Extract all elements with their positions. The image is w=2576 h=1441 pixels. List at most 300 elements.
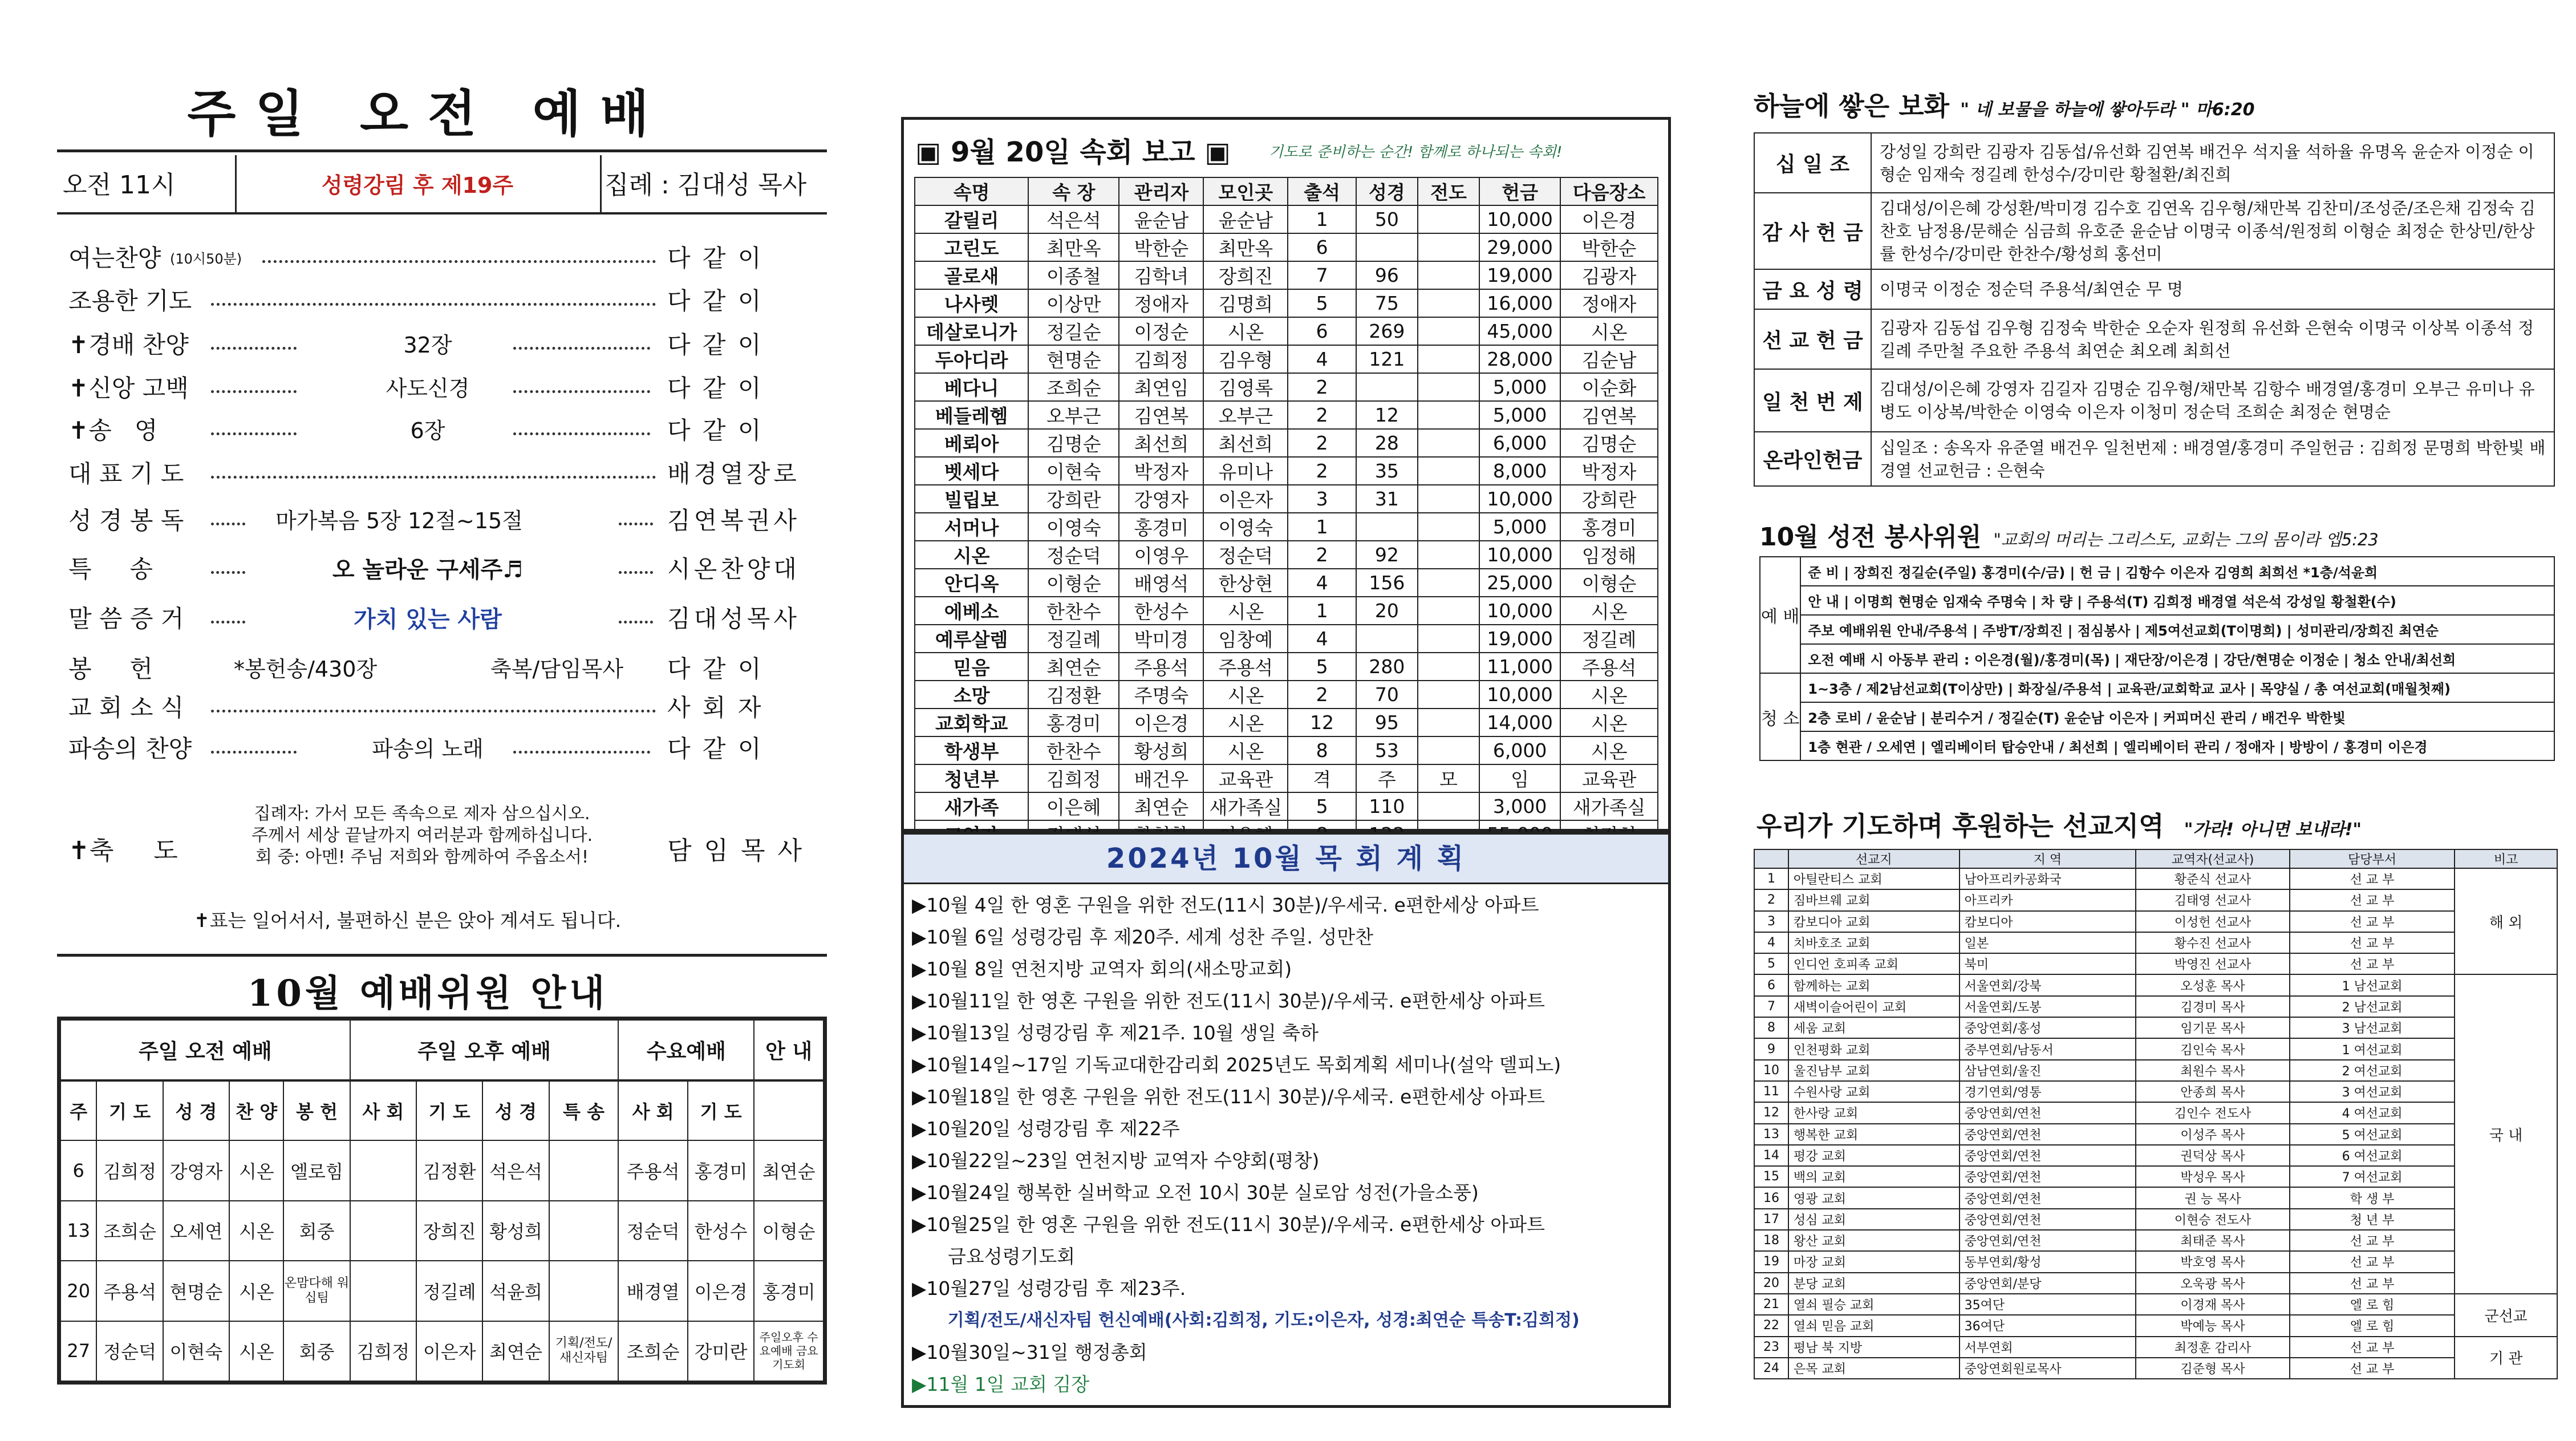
cell-value: 이은혜 xyxy=(1028,792,1119,820)
time-label: 오전 11시 xyxy=(63,171,176,200)
standing-note: ✝표는 일어서서, 불편하신 분은 앉아 계셔도 됩니다. xyxy=(194,909,622,932)
cell-value: 2 xyxy=(1288,401,1356,429)
mission-cell: 중앙연회/연천 xyxy=(1960,1124,2136,1145)
square-icon: ▣ xyxy=(915,136,951,168)
offering-names: 김대성/이은혜 강영자 김길자 김명순 김우형/채만복 김항수 배경열/홍경미 오부근 유미나 유병도 이상복/박한순 이영숙 이은자 이청미 정순덕 조희순 최정순 현명순 xyxy=(1871,369,2554,432)
mission-cell: 일본 xyxy=(1960,932,2136,953)
cell-value: 김희정 xyxy=(1119,345,1203,373)
order-leader: 다 같 이 xyxy=(667,655,764,683)
cell-value: 19,000 xyxy=(1479,261,1560,289)
cell-value: 5,000 xyxy=(1479,373,1560,401)
plan-item: ▶10월11일 한 영혼 구원을 위한 전도(11시 30분)/우세국. e편한세상 아파트 xyxy=(912,990,1545,1012)
committee-cell: 이현숙 xyxy=(163,1321,229,1382)
committee-cell: 이은경 xyxy=(688,1261,754,1321)
mission-cell: 삼남연회/울진 xyxy=(1960,1060,2136,1081)
plan-item: ▶10월13일 성령강림 후 제21주. 10월 생일 축하 xyxy=(912,1022,1319,1044)
cell-value: 석은석 xyxy=(1028,205,1119,233)
order-content: 가치 있는 사람 xyxy=(354,606,502,633)
offering-row xyxy=(1754,193,2554,269)
committee-header: 사 회 xyxy=(618,1080,688,1141)
service-row xyxy=(1760,615,2554,644)
committee-header xyxy=(754,1080,823,1141)
committee-cell: 시온 xyxy=(229,1261,283,1321)
cell-value: 에베소 xyxy=(915,597,1028,625)
mission-cell: 선 교 부 xyxy=(2290,868,2455,889)
cell-value: 시온 xyxy=(1203,736,1288,764)
divider xyxy=(600,155,602,212)
cell-value: 김영록 xyxy=(1203,373,1288,401)
mission-row xyxy=(1754,1124,2557,1145)
cell-value xyxy=(1418,625,1479,653)
mission-cell: 영광 교회 xyxy=(1788,1187,1960,1208)
mission-cell: 인디언 호피족 교회 xyxy=(1788,953,1960,974)
cell-value: 이종철 xyxy=(1028,261,1119,289)
guide-cell: 홍경미 xyxy=(754,1261,823,1321)
cell-value: 53 xyxy=(1356,736,1418,764)
mission-cell: 23 xyxy=(1754,1337,1788,1358)
cell-header: 속 장 xyxy=(1028,177,1119,205)
plan-item: ▶10월18일 한 영혼 구원을 위한 전도(11시 30분)/우세국. e편한세상 아파트 xyxy=(912,1086,1545,1108)
cell-value: 2 xyxy=(1288,457,1356,485)
cell-row xyxy=(915,513,1658,541)
cell-value xyxy=(1418,289,1479,317)
worship-panel xyxy=(0,0,855,1441)
mission-row xyxy=(1754,1251,2557,1272)
cell-value xyxy=(1356,513,1418,541)
mission-cell: 권 능 목사 xyxy=(2136,1187,2290,1208)
mission-header: 선교지 xyxy=(1788,849,1960,868)
plan-item: ▶10월 8일 연천지방 교역자 회의(새소망교회) xyxy=(912,958,1292,980)
cell-row xyxy=(915,541,1658,569)
cell-value: 14,000 xyxy=(1479,709,1560,736)
order-row xyxy=(0,412,855,446)
guide-cell: 최연순 xyxy=(754,1140,823,1201)
cell-value: 윤순남 xyxy=(1119,205,1203,233)
mission-row xyxy=(1754,1038,2557,1059)
dot-leader xyxy=(513,390,650,393)
order-row xyxy=(0,326,855,361)
committee-group-row xyxy=(60,1020,823,1080)
committee-row xyxy=(60,1201,823,1261)
cell-value: 시온 xyxy=(915,541,1028,569)
committee-cell: 주용석 xyxy=(96,1261,163,1321)
mission-row xyxy=(1754,953,2557,974)
mission-cell: 6 여선교회 xyxy=(2290,1145,2455,1166)
cell-value: 시온 xyxy=(1560,709,1658,736)
mission-cell: 22 xyxy=(1754,1315,1788,1336)
committee-row xyxy=(60,1261,823,1321)
mission-cell: 학 생 부 xyxy=(2290,1187,2455,1208)
cell-value: 강영자 xyxy=(1119,485,1203,513)
mission-cell: 백의 교회 xyxy=(1788,1166,1960,1187)
committee-header: 특 송 xyxy=(549,1080,619,1141)
mission-cell: 선 교 부 xyxy=(2290,911,2455,932)
cell-value: 주용석 xyxy=(1203,653,1288,681)
service-duty: 주보 예배위원 안내/주용석 | 주방T/장희진 | 점심봉사 | 제5여선교회(T이명희) | 성미관리/장희진 최연순 xyxy=(1800,615,2554,644)
cell-value: 280 xyxy=(1356,653,1418,681)
cell-value: 벳세다 xyxy=(915,457,1028,485)
cell-value: 정순덕 xyxy=(1203,541,1288,569)
cell-value xyxy=(1418,653,1479,681)
mission-cell: 박영진 선교사 xyxy=(2136,953,2290,974)
committee-cell: 한성수 xyxy=(688,1201,754,1261)
mission-cell: 선 교 부 xyxy=(2290,932,2455,953)
cell-value: 7 xyxy=(1288,261,1356,289)
mission-header-row xyxy=(1754,849,2557,868)
cell-value: 8,000 xyxy=(1479,457,1560,485)
order-row xyxy=(0,502,855,536)
cell-value: 2 xyxy=(1288,429,1356,457)
cell-value: 28 xyxy=(1356,429,1418,457)
plan-item: ▶10월 6일 성령강림 후 제20주. 세계 성찬 주일. 성만찬 xyxy=(912,926,1374,948)
cell-value: 6 xyxy=(1288,317,1356,345)
cell-value: 정길순 xyxy=(1028,317,1119,345)
cell-value: 31 xyxy=(1356,485,1418,513)
cell-value xyxy=(1418,736,1479,764)
mission-cell: 김인숙 목사 xyxy=(2136,1038,2290,1059)
cell-value xyxy=(1356,233,1418,261)
committee-row xyxy=(60,1321,823,1382)
cell-value xyxy=(1418,457,1479,485)
committee-header: 주 xyxy=(60,1080,96,1141)
cell-value: 강희란 xyxy=(1028,485,1119,513)
service-title: 10월 성전 봉사위원 xyxy=(1759,523,1982,552)
committee-cell: 정순덕 xyxy=(96,1321,163,1382)
offering-names: 이명국 이정순 정순덕 주용석/최연순 무 명 xyxy=(1871,269,2554,309)
cell-value: 이상만 xyxy=(1028,289,1119,317)
cell-header: 다음장소 xyxy=(1560,177,1658,205)
mission-cell: 1 xyxy=(1754,868,1788,889)
cell-value: 10,000 xyxy=(1479,597,1560,625)
order-row xyxy=(0,730,855,764)
committee-cell: 김희정 xyxy=(350,1321,416,1382)
mission-cell: 중부연회/남동서 xyxy=(1960,1038,2136,1059)
order-row xyxy=(0,600,855,634)
cell-value: 시온 xyxy=(1560,317,1658,345)
committee-cell: 이은자 xyxy=(416,1321,482,1382)
cell-value: 박정자 xyxy=(1560,457,1658,485)
cell-value: 시온 xyxy=(1203,317,1288,345)
cell-value: 믿음 xyxy=(915,653,1028,681)
cell-value: 이형순 xyxy=(1028,569,1119,597)
mission-cell: 선 교 부 xyxy=(2290,1251,2455,1272)
mission-cell: 캄보디아 교회 xyxy=(1788,911,1960,932)
mission-cell: 서울연회/도봉 xyxy=(1960,996,2136,1017)
committee-cell: 주용석 xyxy=(618,1140,688,1201)
cell-row xyxy=(915,736,1658,764)
service-row xyxy=(1760,702,2554,731)
mission-cell: 중앙연회/분당 xyxy=(1960,1273,2136,1294)
committee-cell: 시온 xyxy=(229,1321,283,1382)
committee-cell: 배경열 xyxy=(618,1261,688,1321)
plan-item: ▶10월24일 행복한 실버학교 오전 10시 30분 실로암 성전(가을소풍) xyxy=(912,1181,1479,1204)
offering-label: 선 교 헌 금 xyxy=(1754,309,1871,369)
committee-cell: 정순덕 xyxy=(618,1201,688,1261)
cell-value: 5 xyxy=(1288,289,1356,317)
cell-value: 고린도 xyxy=(915,233,1028,261)
cell-value: 임정해 xyxy=(1560,541,1658,569)
cell-row xyxy=(915,764,1658,792)
cell-value: 19,000 xyxy=(1479,625,1560,653)
order-leader: 다 같 이 xyxy=(667,287,764,315)
order-leader: 김연복권사 xyxy=(667,507,800,535)
cell-value: 정길례 xyxy=(1560,625,1658,653)
cell-value: 홍경미 xyxy=(1028,709,1119,736)
mission-cell: 1 여선교회 xyxy=(2290,1038,2455,1059)
mission-cell: 한사랑 교회 xyxy=(1788,1102,1960,1123)
order-label: ✝송 영 xyxy=(68,416,158,444)
cell-value: 김희정 xyxy=(1028,764,1119,792)
dot-leader xyxy=(211,523,245,525)
dot-leader xyxy=(513,751,650,754)
order-leader: 시온찬양대 xyxy=(667,555,800,583)
cell-row xyxy=(915,457,1658,485)
cell-value: 최만옥 xyxy=(1203,233,1288,261)
cell-value: 45,000 xyxy=(1479,317,1560,345)
cell-value: 김연복 xyxy=(1560,401,1658,429)
dot-leader xyxy=(619,621,653,624)
committee-header: 봉 헌 xyxy=(283,1080,350,1141)
order-label: 대 표 기 도 xyxy=(68,460,184,488)
order-label: 봉 헌 xyxy=(68,655,153,683)
committee-cell xyxy=(350,1140,416,1201)
benediction-text xyxy=(205,803,639,868)
mission-row xyxy=(1754,974,2557,995)
committee-cell: 회중 xyxy=(283,1201,350,1261)
mission-row xyxy=(1754,1166,2557,1187)
offering-label: 일 천 번 제 xyxy=(1754,369,1871,432)
cell-row xyxy=(915,205,1658,233)
cell-value xyxy=(1356,625,1418,653)
cell-value: 교육관 xyxy=(1560,764,1658,792)
committee-group: 주일 오후 예배 xyxy=(350,1020,619,1080)
mission-header: 지 역 xyxy=(1960,849,2136,868)
order-label: 여는찬양 xyxy=(68,244,161,272)
plan-item: ▶10월25일 한 영혼 구원을 위한 전도(11시 30분)/우세국. e편한세상 아파트 xyxy=(912,1213,1545,1236)
offering-row xyxy=(1754,432,2554,486)
order-label: 성 경 봉 독 xyxy=(68,507,184,535)
mission-cell: 중앙연회/연천 xyxy=(1960,1166,2136,1187)
cell-value: 박미경 xyxy=(1119,625,1203,653)
committee-cell: 기획/전도/새신자팀 xyxy=(549,1321,619,1382)
order-label: 파송의 찬양 xyxy=(68,735,192,763)
mission-cell: 오성훈 목사 xyxy=(2136,974,2290,995)
cell-value: 윤순남 xyxy=(1203,205,1288,233)
plan-item: ▶10월 4일 한 영혼 구원을 위한 전도(11시 30분)/우세국. e편한세상 아파트 xyxy=(912,894,1539,916)
mission-row xyxy=(1754,1060,2557,1081)
mission-cell: 36여단 xyxy=(1960,1315,2136,1336)
mission-row xyxy=(1754,996,2557,1017)
cell-value: 현명순 xyxy=(1028,345,1119,373)
mission-row xyxy=(1754,889,2557,910)
cell-value: 임 xyxy=(1479,764,1560,792)
mission-cell: 중앙연회/홍성 xyxy=(1960,1017,2136,1038)
cell-value: 4 xyxy=(1288,569,1356,597)
committee-cell: 13 xyxy=(60,1201,96,1261)
service-duty: 오전 예배 시 아동부 관리 : 이은경(월)/홍경미(목) | 재단장/이은경 | 강단/현명순 이정순 | 청소 안내/최선희 xyxy=(1800,644,2554,673)
cell-value: 92 xyxy=(1356,541,1418,569)
cell-header: 모인곳 xyxy=(1203,177,1288,205)
committee-cell: 석윤희 xyxy=(482,1261,549,1321)
cell-value xyxy=(1418,541,1479,569)
committee-group: 안 내 xyxy=(754,1020,823,1080)
committee-cell: 시온 xyxy=(229,1201,283,1261)
order-row xyxy=(0,370,855,404)
committee-header: 성 경 xyxy=(163,1080,229,1141)
cell-value: 정애자 xyxy=(1560,289,1658,317)
order-row xyxy=(0,240,855,274)
committee-cell: 6 xyxy=(60,1140,96,1201)
order-leader: 다 같 이 xyxy=(667,331,764,359)
service-duty: 2층 로비 / 윤순남 | 분리수거 / 정길순(T) 윤순남 이은자 | 커피머신 관리 / 배건우 박한빛 xyxy=(1800,702,2554,731)
cell-value: 28,000 xyxy=(1479,345,1560,373)
cell-value: 격 xyxy=(1288,764,1356,792)
cell-value: 김순남 xyxy=(1560,345,1658,373)
cell-value: 이은경 xyxy=(1119,709,1203,736)
order-label: ✝신앙 고백 xyxy=(68,374,189,402)
mission-cell: 19 xyxy=(1754,1251,1788,1272)
mission-row xyxy=(1754,1017,2557,1038)
cell-value: 6,000 xyxy=(1479,736,1560,764)
service-row xyxy=(1760,673,2554,702)
cell-value: 5 xyxy=(1288,792,1356,820)
order-content: 오 놀라운 구세주♬ xyxy=(332,557,524,583)
mission-row xyxy=(1754,1337,2557,1358)
mission-cell: 울진남부 교회 xyxy=(1788,1060,1960,1081)
cell-value: 홍경미 xyxy=(1560,513,1658,541)
committee-header: 찬 양 xyxy=(229,1080,283,1141)
cell-value: 시온 xyxy=(1203,681,1288,709)
mission-row xyxy=(1754,1081,2557,1102)
cell-value: 안디옥 xyxy=(915,569,1028,597)
cell-row xyxy=(915,625,1658,653)
cell-value: 한찬수 xyxy=(1028,597,1119,625)
committee-cell xyxy=(549,1140,619,1201)
cell-value: 269 xyxy=(1356,317,1418,345)
cell-value: 빌립보 xyxy=(915,485,1028,513)
offering-row xyxy=(1754,369,2554,432)
cell-value: 교육관 xyxy=(1203,764,1288,792)
mission-cell: 15 xyxy=(1754,1166,1788,1187)
cell-value: 최선희 xyxy=(1203,429,1288,457)
cell-value: 데살로니가 xyxy=(915,317,1028,345)
benediction-line: 회 중: 아멘! 주님 저희와 함께하여 주옵소서! xyxy=(255,847,589,867)
mission-cell: 3 여선교회 xyxy=(2290,1081,2455,1102)
mission-cell: 14 xyxy=(1754,1145,1788,1166)
mission-cell: 황수진 선교사 xyxy=(2136,932,2290,953)
mission-cell: 6 xyxy=(1754,974,1788,995)
order-label: 말 씀 증 거 xyxy=(68,605,184,633)
mission-heading xyxy=(1756,805,2362,843)
header-rule xyxy=(57,212,827,214)
mission-cell: 16 xyxy=(1754,1187,1788,1208)
plan-item: ▶10월14일~17일 기독교대한감리회 2025년도 목회계획 세미나(설악 델피노) xyxy=(912,1054,1561,1076)
service-row xyxy=(1760,644,2554,673)
mission-cell: 김경미 목사 xyxy=(2136,996,2290,1017)
cell-value: 한찬수 xyxy=(1028,736,1119,764)
cell-value: 1 xyxy=(1288,597,1356,625)
cell-row xyxy=(915,317,1658,345)
order-row xyxy=(0,455,855,489)
mission-cell: 17 xyxy=(1754,1209,1788,1230)
guide-cell: 주일오후 수요예배 금요기도회 xyxy=(754,1321,823,1382)
cell-value xyxy=(1418,317,1479,345)
committee-row xyxy=(60,1140,823,1201)
mission-cell: 서울연회/강북 xyxy=(1960,974,2136,995)
cell-value: 최만옥 xyxy=(1028,233,1119,261)
dot-leader xyxy=(619,523,653,525)
cell-value: 주용석 xyxy=(1560,653,1658,681)
mission-cell: 성심 교회 xyxy=(1788,1209,1960,1230)
mission-cell: 북미 xyxy=(1960,953,2136,974)
dot-leader xyxy=(211,710,656,713)
committee-header: 기 도 xyxy=(688,1080,754,1141)
committee-group: 수요예배 xyxy=(618,1020,754,1080)
cell-value: 11,000 xyxy=(1479,653,1560,681)
mission-cell: 엘 로 힘 xyxy=(2290,1294,2455,1315)
cell-value: 3,000 xyxy=(1479,792,1560,820)
order-content: *봉헌송/430장 xyxy=(234,657,378,682)
mission-cell: 열쇠 필승 교회 xyxy=(1788,1294,1960,1315)
committee-cell: 오세연 xyxy=(163,1201,229,1261)
cell-value: 장희진 xyxy=(1203,261,1288,289)
cell-header: 성경 xyxy=(1356,177,1418,205)
mission-cell: 20 xyxy=(1754,1273,1788,1294)
cell-value xyxy=(1418,205,1479,233)
mission-cell: 캄보디아 xyxy=(1960,911,2136,932)
service-duty: 준 비 | 장희진 정길순(주일) 홍경미(수/금) | 헌 금 | 김항수 이은자 김영희 최희선 *1층/석윤희 xyxy=(1800,557,2554,586)
cell-value xyxy=(1418,709,1479,736)
cell-value: 소망 xyxy=(915,681,1028,709)
plan-item: ▶10월22일~23일 연천지방 교역자 수양회(평창) xyxy=(912,1149,1320,1172)
cell-value: 김명순 xyxy=(1028,429,1119,457)
committee-cell xyxy=(549,1261,619,1321)
mission-cell: 안종희 목사 xyxy=(2136,1081,2290,1102)
service-duty: 1~3층 / 제2남선교회(T이상만) | 화장실/주용석 | 교육관/교회학교 교사 | 목양실 / 총 여선교회(매월첫째) xyxy=(1800,673,2554,702)
order-content: 사도신경 xyxy=(386,376,470,401)
cell-value: 박한순 xyxy=(1560,233,1658,261)
committee-cell: 27 xyxy=(60,1321,96,1382)
cell-value: 오부근 xyxy=(1028,401,1119,429)
cell-value: 시온 xyxy=(1560,681,1658,709)
mission-cell: 김태영 선교사 xyxy=(2136,889,2290,910)
order-leader: 다 같 이 xyxy=(667,735,764,763)
mission-cell: 최정훈 감리사 xyxy=(2136,1337,2290,1358)
cell-value: 이현숙 xyxy=(1028,457,1119,485)
mission-cell: 김인수 전도사 xyxy=(2136,1102,2290,1123)
cell-value: 3 xyxy=(1288,485,1356,513)
committee-cell: 현명순 xyxy=(163,1261,229,1321)
mission-row xyxy=(1754,1358,2557,1379)
cell-value: 시온 xyxy=(1203,709,1288,736)
mission-cell: 아프리카 xyxy=(1960,889,2136,910)
mission-cell: 왕산 교회 xyxy=(1788,1230,1960,1251)
cell-value: 5 xyxy=(1288,653,1356,681)
committee-cell: 김정환 xyxy=(416,1140,482,1201)
cell-header: 출석 xyxy=(1288,177,1356,205)
cell-value: 최연순 xyxy=(1119,792,1203,820)
order-leader: 배경열장로 xyxy=(667,460,800,488)
cell-value: 8 xyxy=(1288,736,1356,764)
cell-value: 교회학교 xyxy=(915,709,1028,736)
committee-cell: 시온 xyxy=(229,1140,283,1201)
cell-value: 김명희 xyxy=(1203,289,1288,317)
mission-cell: 평남 북 지방 xyxy=(1788,1337,1960,1358)
order-leader: 다 같 이 xyxy=(667,244,764,272)
mission-cell: 아틸란티스 교회 xyxy=(1788,868,1960,889)
cell-value: 골로새 xyxy=(915,261,1028,289)
mission-row xyxy=(1754,911,2557,932)
